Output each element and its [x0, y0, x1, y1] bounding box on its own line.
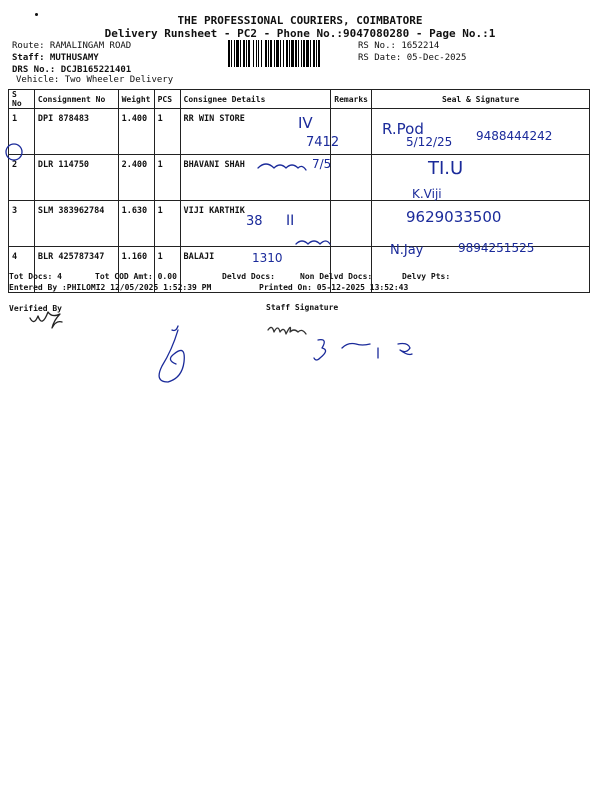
handwritten-signature: TI.U	[428, 158, 464, 179]
cell-sno: 2	[9, 155, 35, 201]
printed-on: Printed On: 05-12-2025 13:52:43	[259, 283, 409, 292]
col-consignment: Consignment No	[34, 90, 118, 109]
cell-consignee: BHAVANI SHAH	[180, 155, 331, 201]
verifier-signature	[159, 326, 184, 382]
verifier-signature	[30, 312, 62, 328]
rs-number: RS No.: 1652214	[358, 41, 440, 51]
col-remarks: Remarks	[331, 90, 372, 109]
col-sno: S No	[9, 90, 35, 109]
handwritten-phone: 9894251525	[458, 241, 535, 255]
handwritten-date: 5/12/25	[406, 135, 453, 149]
cell-consignee: VIJI KARTHIK	[180, 201, 331, 247]
handwritten-scribble	[296, 241, 330, 244]
staff-signature	[268, 327, 306, 334]
delivery-points: Delvy Pts:	[402, 272, 451, 281]
total-cod-amount: Tot COD Amt: 0.00	[95, 272, 177, 281]
total-docs: Tot Docs: 4	[9, 272, 62, 281]
handwritten-signature: N.Jay	[390, 243, 424, 258]
col-pcs: PCS	[154, 90, 180, 109]
cell-consignment: BLR 425787347	[34, 247, 118, 293]
handwritten-remark: 1310	[252, 251, 283, 265]
cell-pcs: 1	[154, 201, 180, 247]
handwritten-scribble	[258, 164, 306, 170]
non-delivered-docs: Non Delvd Docs:	[300, 272, 373, 281]
cell-weight: 1.630	[118, 201, 154, 247]
drs-number: DRS No.: DCJB165221401	[12, 65, 132, 75]
cell-weight: 1.160	[118, 247, 154, 293]
entered-by: Entered By :PHILOMI2 12/05/2025 1:52:39 PM	[9, 283, 212, 292]
handwritten-phone: 9629033500	[406, 208, 502, 226]
cell-consignee: BALAJI	[180, 247, 331, 293]
handwritten-signature: R.Pod	[382, 120, 424, 138]
handwritten-remark: 7412	[306, 135, 340, 150]
cell-consignment: SLM 383962784	[34, 201, 118, 247]
col-weight: Weight	[118, 90, 154, 109]
staff-signature-label: Staff Signature	[266, 303, 339, 312]
cell-sno: 3	[9, 201, 35, 247]
runsheet-title: Delivery Runsheet - PC2 - Phone No.:9047080280 - Page No.:1	[104, 27, 496, 40]
handwritten-roman: IV	[298, 114, 313, 132]
vehicle-label: Vehicle: Two Wheeler Delivery	[16, 75, 174, 85]
handwritten-remark: 38	[246, 214, 263, 229]
cell-sno: 1	[9, 109, 35, 155]
cell-weight: 2.400	[118, 155, 154, 201]
cell-consignment: DLR 114750	[34, 155, 118, 201]
handwritten-roman: II	[286, 213, 295, 229]
delivered-docs: Delvd Docs:	[222, 272, 275, 281]
staff-signature	[314, 340, 412, 360]
handwritten-signature: K.Viji	[412, 187, 442, 201]
col-consignee: Consignee Details	[180, 90, 331, 109]
cell-sno: 4	[9, 247, 35, 293]
cell-consignment: DPI 878483	[34, 109, 118, 155]
handwritten-remark: 7/5	[312, 157, 332, 171]
route-label: Route: RAMALINGAM ROAD	[12, 41, 132, 51]
handwritten-phone: 9488444242	[476, 129, 553, 143]
cell-pcs: 1	[154, 247, 180, 293]
serial-circle-mark	[6, 144, 22, 160]
cell-weight: 1.400	[118, 109, 154, 155]
cell-pcs: 1	[154, 109, 180, 155]
rs-date: RS Date: 05-Dec-2025	[358, 53, 467, 63]
company-name: THE PROFESSIONAL COURIERS, COIMBATORE	[177, 14, 423, 27]
col-seal-signature: Seal & Signature	[371, 90, 589, 109]
staff-label: Staff: MUTHUSAMY	[12, 53, 99, 63]
verified-by-label: Verified By	[9, 304, 62, 313]
cell-pcs: 1	[154, 155, 180, 201]
cell-consignee: RR WIN STORE	[180, 109, 331, 155]
